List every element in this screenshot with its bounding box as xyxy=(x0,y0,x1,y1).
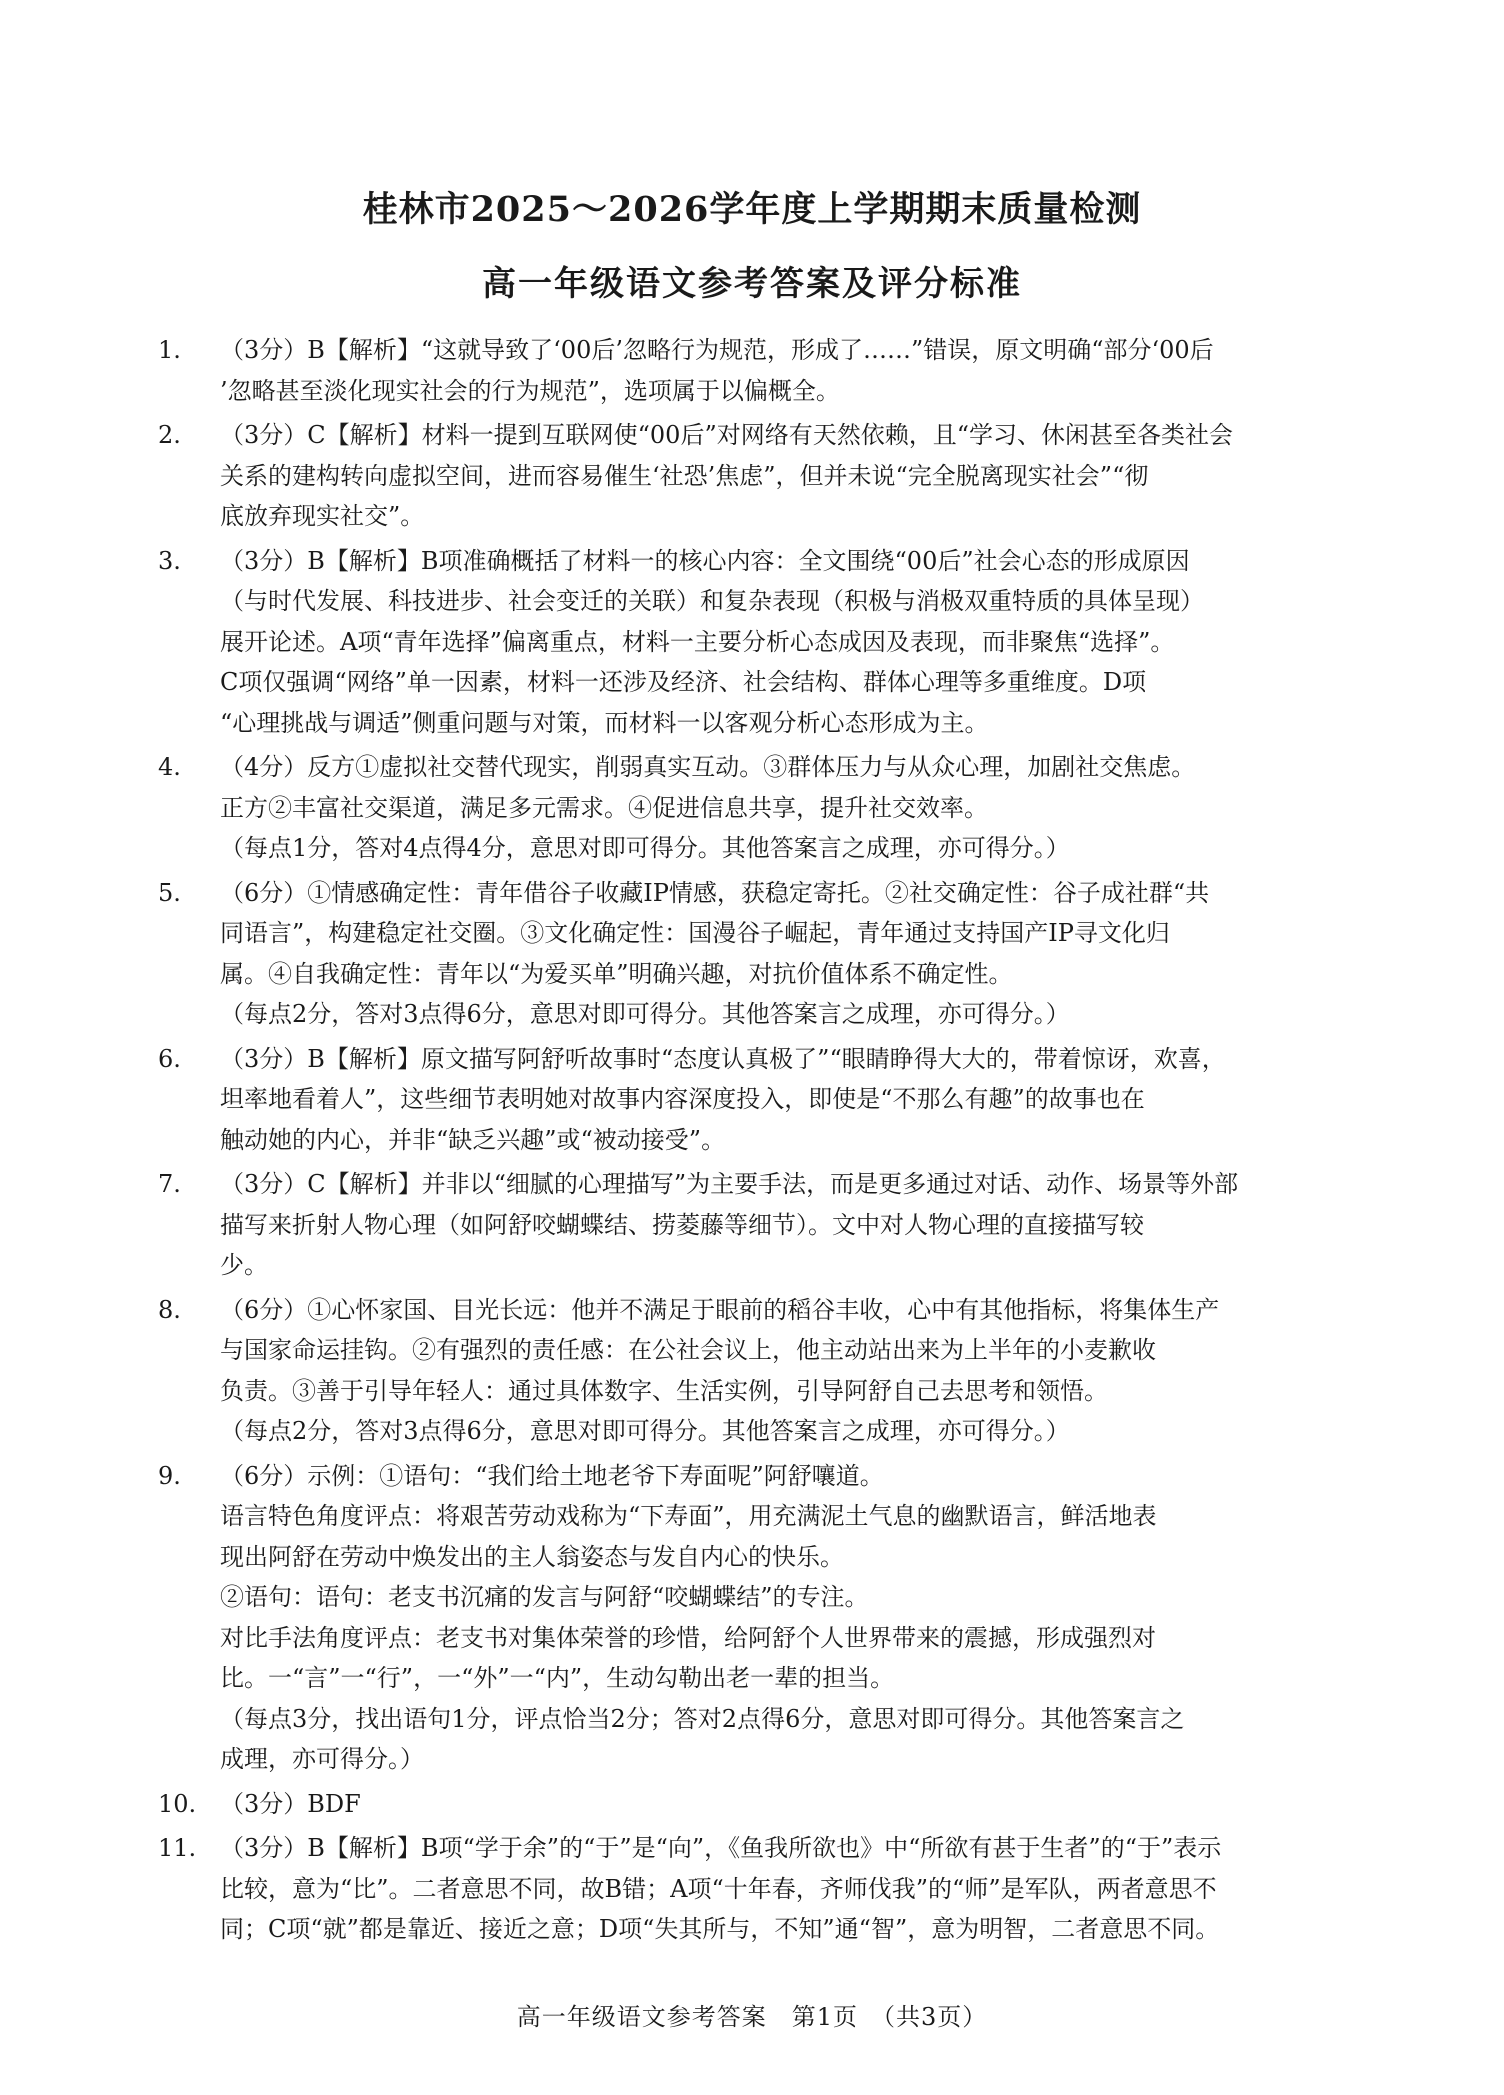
answer-text-line: 正方②丰富社交渠道，满足多元需求。④促进信息共享，提升社交效率。 xyxy=(220,793,988,822)
answer-item xyxy=(158,1039,1348,1161)
answer-text-line: “心理挑战与调适”侧重问题与对策，而材料一以客观分析心态形成为主。 xyxy=(220,708,989,737)
answer-text-line: （与时代发展、科技进步、社会变迁的关联）和复杂表现（积极与消极双重特质的具体呈现） xyxy=(220,587,1204,615)
answer-text-line: （6分）①心怀家国、目光长远：他并不满足于眼前的稻谷丰收，心中有其他指标，将集体生产 xyxy=(220,1295,1220,1324)
answer-item xyxy=(158,1784,1348,1825)
answer-text-line: 负责。③善于引导年轻人：通过具体数字、生活实例，引导阿舒自己去思考和领悟。 xyxy=(220,1376,1108,1405)
answer-text-line: 触动她的内心，并非“缺乏兴趣”或“被动接受”。 xyxy=(220,1125,726,1154)
answer-list xyxy=(158,330,1348,1954)
answer-number: 8. xyxy=(158,1295,181,1324)
answer-text-line: （3分）BDF xyxy=(220,1789,361,1818)
answer-text-line: 关系的建构转向虚拟空间，进而容易催生‘社恐’焦虑”，但并未说“完全脱离现实社会”“彻 xyxy=(220,461,1149,490)
answer-text-line: 展开论述。A项“青年选择”偏离重点，材料一主要分析心态成因及表现，而非聚焦“选择”。 xyxy=(220,627,1175,656)
answer-text-line: （每点3分，找出语句1分，评点恰当2分；答对2点得6分，意思对即可得分。其他答案言之 xyxy=(220,1704,1185,1733)
answer-text-line: （3分）B【解析】B项“学于余”的“于”是“向”，《鱼我所欲也》中“所欲有甚于生者”的“于”表示 xyxy=(220,1834,1222,1862)
answer-number: 11. xyxy=(158,1834,197,1862)
answer-item xyxy=(158,415,1348,537)
answer-text-line: 现出阿舒在劳动中焕发出的主人翁姿态与发自内心的快乐。 xyxy=(220,1542,844,1571)
answer-text-line: C项仅强调“网络”单一因素，材料一还涉及经济、社会结构、群体心理等多重维度。D项 xyxy=(220,668,1147,696)
answer-text-line: 同；C项“就”都是靠近、接近之意；D项“失其所与，不知”通“智”，意为明智，二者意思不同。 xyxy=(220,1915,1220,1943)
answer-text-line: 与国家命运挂钩。②有强烈的责任感：在公社会议上，他主动站出来为上半年的小麦歉收 xyxy=(220,1336,1156,1364)
answer-number: 1. xyxy=(158,336,181,364)
page-title: 桂林市2025～2026学年度上学期期末质量检测 xyxy=(362,189,1142,230)
answer-number: 7. xyxy=(158,1170,181,1198)
answer-text-line: 描写来折射人物心理（如阿舒咬蝴蝶结、捞菱藤等细节）。文中对人物心理的直接描写较 xyxy=(220,1210,1144,1239)
answer-text-line: （3分）B【解析】原文描写阿舒听故事时“态度认真极了”“眼睛睁得大大的，带着惊讶，欢喜， xyxy=(220,1044,1226,1073)
answer-text-line: （3分）B【解析】“这就导致了‘00后’忽略行为规范，形成了……”错误，原文明确“部分‘00后 xyxy=(220,336,1214,364)
answer-text-line: 坦率地看着人”，这些细节表明她对故事内容深度投入，即使是“不那么有趣”的故事也在 xyxy=(220,1085,1145,1113)
answer-number: 9. xyxy=(158,1461,181,1490)
answer-text-line: 同语言”，构建稳定社交圈。③文化确定性：国漫谷子崛起，青年通过支持国产IP寻文化归 xyxy=(220,919,1170,947)
answer-text-line: 比。一“言”一“行”，一“外”一“内”，生动勾勒出老一辈的担当。 xyxy=(220,1664,895,1692)
answer-number: 4. xyxy=(158,753,181,781)
answer-item xyxy=(158,873,1348,1035)
answer-text-line: ②语句：语句：老支书沉痛的发言与阿舒“咬蝴蝶结”的专注。 xyxy=(220,1583,869,1611)
answer-item xyxy=(158,541,1348,744)
answer-text-line: （6分）示例：①语句：“我们给土地老爷下寿面呢”阿舒嚷道。 xyxy=(220,1461,884,1490)
answer-number: 10. xyxy=(158,1789,197,1818)
answer-text-line: 比较，意为“比”。二者意思不同，故B错；A项“十年春，齐师伐我”的“师”是军队，两者意思不 xyxy=(220,1874,1217,1903)
answer-text-line: （每点1分，答对4点得4分，意思对即可得分。其他答案言之成理，亦可得分。） xyxy=(220,834,1070,862)
answer-text-line: 语言特色角度评点：将艰苦劳动戏称为“下寿面”，用充满泥土气息的幽默语言，鲜活地表 xyxy=(220,1502,1157,1530)
answer-number: 5. xyxy=(158,878,181,907)
answer-number: 3. xyxy=(158,546,181,575)
page-footer: 高一年级语文参考答案 第1页 （共3页） xyxy=(516,2003,988,2031)
answer-text-line: （4分）反方①虚拟社交替代现实，削弱真实互动。③群体压力与从众心理，加剧社交焦虑。 xyxy=(220,753,1196,781)
answer-item xyxy=(158,1164,1348,1286)
answer-text-line: （每点2分，答对3点得6分，意思对即可得分。其他答案言之成理，亦可得分。） xyxy=(220,1417,1070,1445)
answer-item xyxy=(158,747,1348,869)
answer-text-line: 少。 xyxy=(220,1251,268,1279)
answer-item xyxy=(158,1290,1348,1452)
page-subtitle: 高一年级语文参考答案及评分标准 xyxy=(482,264,1022,304)
answer-text-line: （每点2分，答对3点得6分，意思对即可得分。其他答案言之成理，亦可得分。） xyxy=(220,1000,1070,1028)
answer-item xyxy=(158,1828,1348,1950)
answer-text-line: ’忽略甚至淡化现实社会的行为规范”，选项属于以偏概全。 xyxy=(220,376,840,405)
answer-item xyxy=(158,1456,1348,1780)
answer-text-line: （3分）B【解析】B项准确概括了材料一的核心内容：全文围绕“00后”社会心态的形成原因 xyxy=(220,546,1190,575)
answer-text-line: 底放弃现实社交”。 xyxy=(220,502,425,530)
answer-text-line: 属。④自我确定性：青年以“为爱买单”明确兴趣，对抗价值体系不确定性。 xyxy=(220,959,1013,988)
answer-text-line: （3分）C【解析】并非以“细腻的心理描写”为主要手法，而是更多通过对话、动作、场景等外部 xyxy=(220,1170,1239,1198)
answer-text-line: （6分）①情感确定性：青年借谷子收藏IP情感，获稳定寄托。②社交确定性：谷子成社群“共 xyxy=(220,878,1210,907)
answer-number: 2. xyxy=(158,421,181,449)
answer-number: 6. xyxy=(158,1044,181,1073)
answer-text-line: （3分）C【解析】材料一提到互联网使“00后”对网络有天然依赖，且“学习、休闲甚至各类社会 xyxy=(220,421,1233,449)
answer-text-line: 成理，亦可得分。） xyxy=(220,1745,424,1773)
answer-text-line: 对比手法角度评点：老支书对集体荣誉的珍惜，给阿舒个人世界带来的震撼，形成强烈对 xyxy=(220,1623,1156,1652)
answer-item xyxy=(158,330,1348,411)
